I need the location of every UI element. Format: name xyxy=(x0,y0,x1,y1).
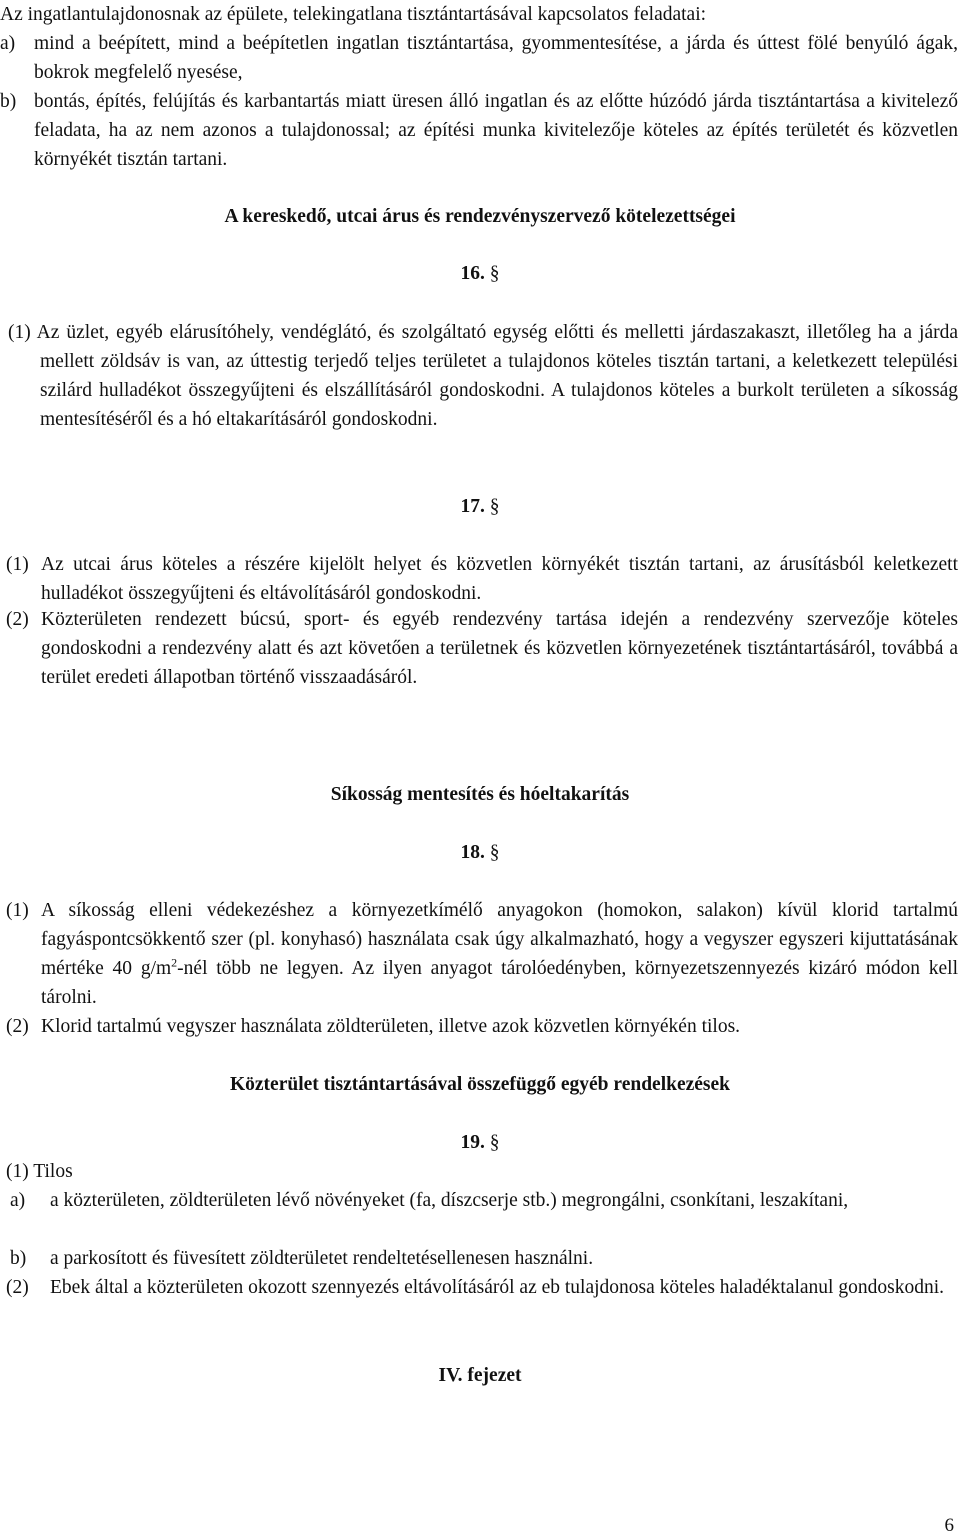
item-text: bontás, építés, felújítás és karbantartás miatt üresen álló ingatlan és az előtte húzódó járda tisztántartása a kivitelező feladata, ha az nem azonos a tulajdonossal; az építési munka kivitelezője köteles az építés területét és közvetlen környékét tisztán tartani. xyxy=(34,91,958,170)
section-sign: § xyxy=(489,842,500,863)
item-label: (2) xyxy=(6,609,29,630)
paragraph-19-item-b xyxy=(10,1244,958,1273)
section-heading-merchant: A kereskedő, utcai árus és rendezvényszervező kötelezettségei xyxy=(224,206,736,227)
item-label: a) xyxy=(10,1190,26,1211)
section-sign: § xyxy=(489,263,500,284)
item-label: (1) xyxy=(6,900,29,921)
intro-item-a xyxy=(0,29,958,87)
paragraph-16-text xyxy=(8,318,958,434)
item-text: Közterületen rendezett búcsú, sport- és egyéb rendezvény tartása idején a rendezvény szervezője köteles gondoskodni a rendezvény alatt és azt követően a területnek és közvetlen környezetének tisztántartásáról, továbbá a terület eredeti állapotban történő visszaadásáról. xyxy=(41,609,958,688)
item-label: (2) xyxy=(6,1016,29,1037)
paragraph-18-item-2 xyxy=(6,1012,958,1041)
paragraph-number: 18. xyxy=(460,842,485,863)
paragraph-17-item-2 xyxy=(6,605,958,692)
item-text-part: A síkosság elleni védekezéshez a környezetkímélő anyagokon (homokon, salakon) kívül klorid tartalmú fagyáspontcsökkentő szer (pl. konyhasó) használata csak úgy alkalmazható, hogy a vegyszer egyszeri kijuttatásának mértéke 40 g/m xyxy=(41,900,958,979)
intro-line: Az ingatlantulajdonosnak az épülete, telekingatlana tisztántartásával kapcsolatos feladatai: xyxy=(0,4,707,25)
item-text: mind a beépített, mind a beépítetlen ingatlan tisztántartása, gyommentesítése, a járda és úttest fölé benyúló ágak, bokrok megfelelő nyesése, xyxy=(34,33,958,83)
intro-item-b xyxy=(0,87,958,174)
item-text: Az utcai árus köteles a részére kijelölt helyet és közvetlen környékét tisztán tartani, az árusításból keletkezett hulladékot összegyűjteni és eltávolításáról gondoskodni. xyxy=(41,554,958,604)
item-label: b) xyxy=(0,91,17,112)
paragraph-number: 19. xyxy=(460,1132,485,1153)
item-label: (1) xyxy=(6,554,29,575)
section-sign: § xyxy=(489,496,500,517)
paragraph-number-19 xyxy=(0,1128,960,1157)
paragraph-19-item-2 xyxy=(6,1273,958,1302)
paragraph-number: 17. xyxy=(460,496,485,517)
chapter-heading: IV. fejezet xyxy=(438,1365,522,1386)
paragraph-19-tilos: (1) Tilos xyxy=(6,1161,73,1182)
item-label: (2) xyxy=(6,1277,29,1298)
superscript: 2 xyxy=(171,955,178,970)
item-text: a közterületen, zöldterületen lévő növényeket (fa, díszcserje stb.) megrongálni, csonkítani, leszakítani, xyxy=(50,1190,849,1211)
paragraph-19-item-a xyxy=(10,1186,958,1215)
section-heading-other: Közterület tisztántartásával összefüggő egyéb rendelkezések xyxy=(229,1074,731,1095)
item-text xyxy=(41,896,958,1012)
item-label: a) xyxy=(0,33,16,54)
paragraph-number: 16. xyxy=(460,263,485,284)
paragraph-number-18 xyxy=(0,838,960,867)
page-number: 6 xyxy=(944,1515,954,1536)
paragraph-number-16 xyxy=(0,259,960,288)
paragraph-18-item-1 xyxy=(6,896,958,1012)
paragraph-text: (1) Az üzlet, egyéb elárusítóhely, vendéglátó, és szolgáltató egység előtti és melletti járdaszakaszt, illetőleg ha a járda mellett zöldsáv is van, az úttestig terjedő teljes területet a tulajdonos köteles tisztán tartani, a keletkezett települési szilárd hulladékot összegyűjteni és elszállításáról gondoskodni. A tulajdonos köteles a burkolt területen a síkosság mentesítéséről és a hó eltakarításáról gondoskodni. xyxy=(8,322,958,430)
section-heading-ice: Síkosság mentesítés és hóeltakarítás xyxy=(330,784,630,805)
item-text: Ebek által a közterületen okozott szennyezés eltávolításáról az eb tulajdonosa köteles haladéktalanul gondoskodni. xyxy=(50,1277,944,1298)
section-sign: § xyxy=(489,1132,500,1153)
item-text: a parkosított és füvesített zöldterületet rendeltetésellenesen használni. xyxy=(50,1248,594,1269)
item-label: b) xyxy=(10,1248,27,1269)
paragraph-number-17 xyxy=(0,492,960,521)
paragraph-17-item-1 xyxy=(6,550,958,608)
item-text-part: -nél több ne legyen. Az ilyen anyagot tárolóedényben, környezetszennyezés kizáró módon kell tárolni. xyxy=(41,958,958,1008)
item-text: Klorid tartalmú vegyszer használata zöldterületen, illetve azok közvetlen környékén tilos. xyxy=(41,1016,741,1037)
